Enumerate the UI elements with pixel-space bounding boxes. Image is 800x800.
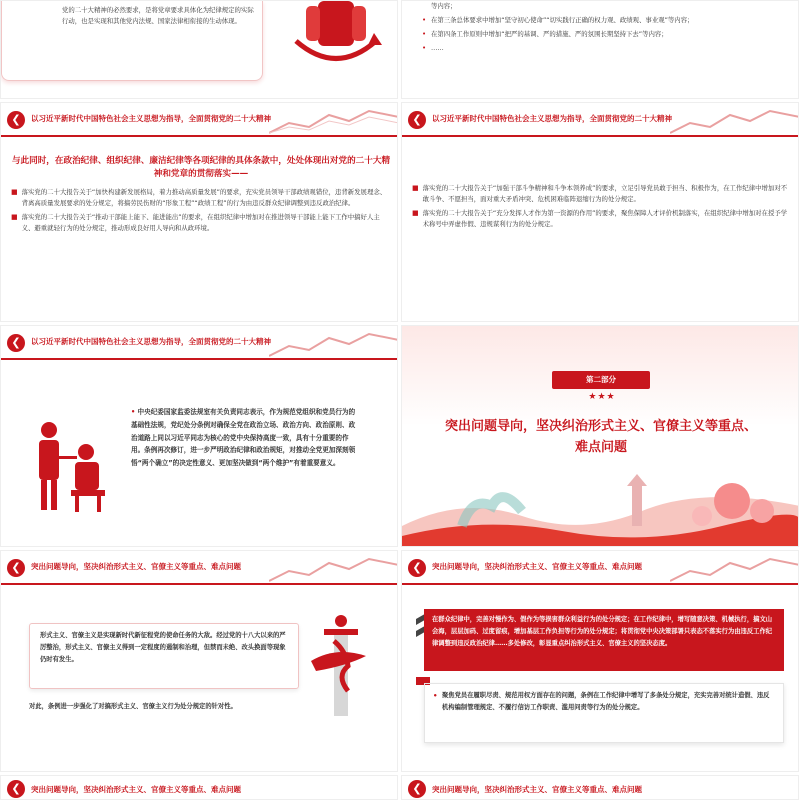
great-wall-icon bbox=[269, 328, 398, 358]
bullet-icon: ■ bbox=[412, 184, 419, 192]
slide-header bbox=[402, 776, 799, 800]
back-arrow-icon[interactable]: ❮ bbox=[7, 334, 25, 352]
content-box bbox=[424, 683, 784, 743]
list-item: 等内容； bbox=[422, 1, 782, 12]
slide-3[interactable] bbox=[0, 102, 398, 322]
back-arrow-icon[interactable]: ❮ bbox=[7, 111, 25, 129]
slide-4[interactable] bbox=[401, 102, 799, 322]
slide-6-section[interactable] bbox=[401, 325, 799, 547]
slide-7-tail-text: 对此，条例进一步强化了对搞形式主义、官僚主义行为处分规定的针对性。 bbox=[29, 703, 237, 710]
list-item: • 在第三条总体要求中增加“坚守初心使命”“切实践行正确的权力观、政绩观、事业观”等内容； bbox=[422, 16, 694, 24]
bullet-icon bbox=[422, 1, 427, 12]
section-badge: 第二部分 bbox=[552, 371, 650, 389]
header-title: 突出问题导向，坚决纠治形式主义、官僚主义等重点、难点问题 bbox=[432, 785, 642, 794]
slide-1-text: 党的二十大精神的必然要求，是将党章要求具体化为纪律规定的实际行动，也是实现和其他党内法规、国家法律相衔接的生动体现。 bbox=[62, 6, 254, 25]
highlight-box bbox=[424, 609, 784, 671]
great-wall-icon bbox=[670, 553, 799, 583]
slide-header bbox=[1, 776, 398, 800]
bullet-icon: ■ bbox=[11, 213, 18, 221]
slide-4-list bbox=[412, 183, 792, 233]
landscape-flowers-icon bbox=[402, 466, 799, 547]
bullet-icon: • bbox=[422, 16, 427, 24]
slide-header bbox=[402, 551, 799, 585]
list-item: • …… bbox=[422, 44, 444, 52]
header-title: 突出问题导向，坚决纠治形式主义、官僚主义等重点、难点问题 bbox=[432, 562, 642, 571]
back-arrow-icon[interactable]: ❮ bbox=[7, 559, 25, 577]
slide-3-list bbox=[11, 187, 391, 237]
back-arrow-icon[interactable]: ❮ bbox=[408, 559, 426, 577]
slide-1[interactable] bbox=[0, 0, 398, 99]
stars-icon: ★★★ bbox=[588, 392, 616, 402]
header-title: 突出问题导向，坚决纠治形式主义、官僚主义等重点、难点问题 bbox=[31, 562, 241, 571]
slide-3-heading: 与此同时，在政治纪律、组织纪律、廉洁纪律等各项纪律的具体条款中，处处体现出对党的二十大精神和党章的贯彻落实—— bbox=[11, 156, 391, 179]
back-arrow-icon[interactable]: ❮ bbox=[408, 780, 426, 798]
bullet-icon: • bbox=[422, 44, 427, 52]
list-item: ■ 落实党的二十大报告关于“加快构建新发展格局，着力推动高质量发展”的要求，充实党员领导干部政绩观错位，违背新发展理念、背离高质量发展要求的处分规定，将搞劳民伤财的“形象工程”“政绩工程”的行为由违反群众纪律调整到违反政治纪律。 bbox=[11, 188, 387, 207]
header-title: 以习近平新时代中国特色社会主义思想为指导，全面贯彻党的二十大精神 bbox=[31, 114, 271, 123]
slide-header bbox=[1, 551, 398, 585]
teacher-student-icon bbox=[31, 416, 111, 516]
back-arrow-icon[interactable]: ❮ bbox=[408, 111, 426, 129]
slide-7-box-text: 形式主义、官僚主义是实现新时代新征程党的使命任务的大敌。经过党的十八大以来的严厉整治，形式主义、官僚主义得到一定程度的遏制和治理，但禁而未绝、改头换面等现象仍时有发生。 bbox=[40, 632, 286, 663]
header-title: 以习近平新时代中国特色社会主义思想为指导，全面贯彻党的二十大精神 bbox=[432, 114, 672, 123]
bullet-icon: • bbox=[422, 30, 427, 38]
bullet-icon: • bbox=[131, 408, 138, 416]
slide-2[interactable] bbox=[401, 0, 799, 99]
list-item: • 聚焦党员在履职尽责、规范用权方面存在的问题，条例在工作纪律中增写了多条处分规定，充实完善对统计造假、违反机构编制管理规定、不履行信访工作职责、滥用问责等行为的处分规定。 bbox=[433, 690, 775, 714]
slide-header bbox=[1, 326, 398, 360]
great-wall-icon bbox=[269, 105, 398, 135]
slide-10[interactable] bbox=[401, 775, 799, 800]
list-item: ■ 落实党的二十大报告关于“推动干部能上能下、能进能出”的要求，在组织纪律中增加对在推进领导干部能上能下工作中搞好人主义、避重就轻行为的处分规定，推动形成良好用人导向和从政环境。 bbox=[11, 213, 380, 232]
slide-8-red-text: 在群众纪律中，完善对慢作为、假作为等损害群众利益行为的处分规定；在工作纪律中，增写随意决策、机械执行，搞文山会海，层层加码、过度留痕，增加基层工作负担等行为的处分规定；将贯彻党中央决策部署只表态不落实行为由违反工作纪律调整到违反政治纪律……多处修改，彰显重点纠治形式主义、官僚主义的坚决态度。 bbox=[432, 616, 773, 647]
header-title: 以习近平新时代中国特色社会主义思想为指导，全面贯彻党的二十大精神 bbox=[31, 337, 271, 346]
slide-header bbox=[1, 103, 398, 137]
back-arrow-icon[interactable]: ❮ bbox=[7, 780, 25, 798]
list-item: • 在第四条工作原则中增加“把严的基调、严的措施、严的氛围长期坚持下去”等内容； bbox=[422, 30, 668, 38]
slide-2-list bbox=[422, 1, 782, 57]
slide-8[interactable] bbox=[401, 550, 799, 772]
slide-7[interactable] bbox=[0, 550, 398, 772]
great-wall-icon bbox=[269, 553, 398, 583]
slide-9[interactable] bbox=[0, 775, 398, 800]
section-title: 突出问题导向，坚决纠治形式主义、官僚主义等重点、难点问题 bbox=[444, 419, 757, 455]
huabiao-pillar-icon bbox=[306, 611, 376, 721]
content-box bbox=[29, 623, 299, 689]
team-figure-icon bbox=[286, 1, 386, 71]
slide-header bbox=[402, 103, 799, 137]
bullet-icon: • bbox=[433, 692, 438, 700]
list-item: ■ 落实党的二十大报告关于“充分发挥人才作为第一资源的作用”的要求，聚焦保障人才评价机制落实，在组织纪律中增加对在授予学术称号中弄虚作假、违规谋利行为的处分规定。 bbox=[412, 209, 788, 228]
slide-5-text: • 中央纪委国家监委法规室有关负责同志表示，作为规范党组织和党员行为的基础性法规，党纪处分条例对确保全党在政治立场、政治方向、政治原则、政治道路上同以习近平同志为核心的党中央保持高度一致，具有十分重要的作用。条例再次修订，进一步严明政治纪律和政治规矩，对推动全党更加深刻领悟“两个确立”的决定性意义、更加坚决做到“两个维护”有着重要意义。 bbox=[131, 408, 356, 468]
content-box bbox=[1, 1, 263, 81]
slide-5[interactable] bbox=[0, 325, 398, 547]
header-title: 突出问题导向，坚决纠治形式主义、官僚主义等重点、难点问题 bbox=[31, 785, 241, 794]
bullet-icon: ■ bbox=[11, 188, 18, 196]
great-wall-icon bbox=[670, 105, 799, 135]
list-item: ■ 落实党的二十大报告关于“加强干部斗争精神和斗争本领养成”的要求，立足引导党员敢于担当、积极作为，在工作纪律中增加对不敢斗争、不愿担当，面对重大矛盾冲突、危机困难临阵退缩行为的处分规定。 bbox=[412, 184, 788, 203]
bullet-icon: ■ bbox=[412, 209, 419, 217]
